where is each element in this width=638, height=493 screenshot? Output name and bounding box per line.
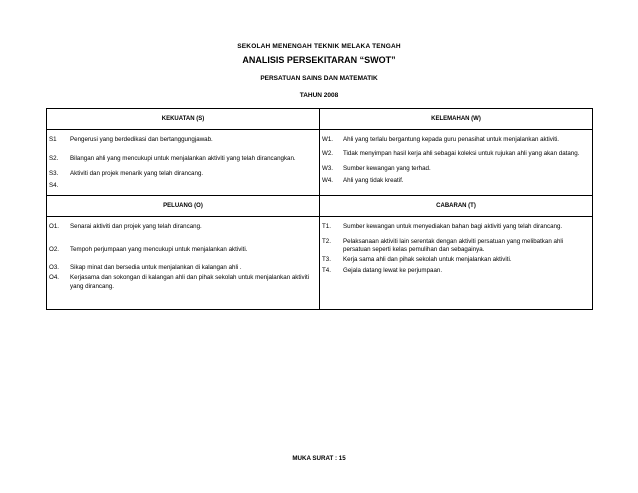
strengths-cell [47,130,320,196]
list-item [49,170,315,178]
page-number: MUKA SURAT : 15 [292,455,346,462]
list-item [322,267,588,275]
item-text: Sumber kewangan yang terhad. [343,165,431,173]
swot-table [46,108,593,310]
item-text: Ahli yang tidak kreatif. [343,176,404,184]
item-text: Bilangan ahli yang mencukupi untuk menjalankan aktiviti yang telah dirancangkan. [70,155,296,163]
item-code: T2. [322,238,331,246]
item-code: W3. [322,165,334,173]
item-code: S4. [49,181,59,189]
list-item [49,223,315,231]
weaknesses-heading: KELEMAHAN (W) [320,109,593,130]
item-text: Tempoh perjumpaan yang mencukupi untuk menjalankan aktiviti. [70,246,248,254]
strengths-heading: KEKUATAN (S) [47,109,320,130]
weaknesses-cell [320,130,593,196]
item-code: W2. [322,150,334,158]
list-item [322,223,588,231]
opportunities-cell [47,216,320,309]
item-text: Aktiviti dan projek menarik yang telah dirancang. [70,170,204,178]
list-item [49,246,315,254]
list-item [322,238,588,254]
item-code: S3. [49,170,59,178]
item-text [69,182,315,190]
school-name: SEKOLAH MENENGAH TEKNIK MELAKA TENGAH [237,43,401,50]
item-code: O3. [49,264,59,272]
item-text: Kerja sama ahli dan pihak sekolah untuk menjalankan aktiviti. [343,256,512,264]
item-code: W1. [322,136,334,143]
list-item [49,155,315,163]
threats-heading: CABARAN (T) [320,195,593,216]
item-text: Sikap minat dan bersedia untuk menjalankan di kalangan ahli . [70,264,242,272]
document-title: ANALISIS PERSEKITARAN “SWOT” [242,55,396,65]
item-text: Tidak menyimpan hasil kerja ahli sebagai koleksi untuk rujukan ahli yang akan datang. [343,150,580,158]
item-code: W4. [322,176,334,184]
item-code: S2. [49,155,59,163]
list-item [322,256,588,264]
item-text: Kerjasama dan sokongan di kalangan ahli dan pihak sekolah untuk menjalankan aktiviti yang dirancang. [70,274,310,290]
item-text: Pelaksanaan aktiviti lain serentak dengan aktiviti persatuan yang melibatkan ahli persatuan seperti kelas pemulihan dan sebagainya. [343,238,564,254]
item-code: T4. [322,266,331,274]
document-year: TAHUN 2008 [299,92,339,99]
list-item [322,136,588,144]
item-code: S1 [49,136,57,143]
list-item [322,165,588,173]
list-item [322,150,588,158]
list-item [49,182,315,190]
opportunities-heading: PELUANG (O) [47,195,320,216]
item-code: T1. [322,222,331,230]
item-text: Ahli yang terlalu bergantung kepada guru penasihat untuk menjalankan aktiviti. [343,136,560,143]
association-name: PERSATUAN SAINS DAN MATEMATIK [260,75,378,82]
item-code: O2. [49,246,59,254]
item-text: Pengerusi yang berdedikasi dan bertanggungjawab. [70,136,213,143]
list-item [49,136,315,144]
list-item [322,177,588,185]
item-text: Gejala datang lewat ke perjumpaan. [343,266,443,274]
item-code: O4. [49,274,59,282]
item-code: T3. [322,256,331,264]
item-text: Senarai aktiviti dan projek yang telah dirancang. [70,222,202,230]
list-item [49,264,315,272]
item-code: O1. [49,222,59,230]
list-item [49,274,315,290]
threats-cell [320,216,593,309]
item-text: Sumber kewangan untuk menyediakan bahan bagi aktiviti yang telah dirancang. [343,222,563,230]
